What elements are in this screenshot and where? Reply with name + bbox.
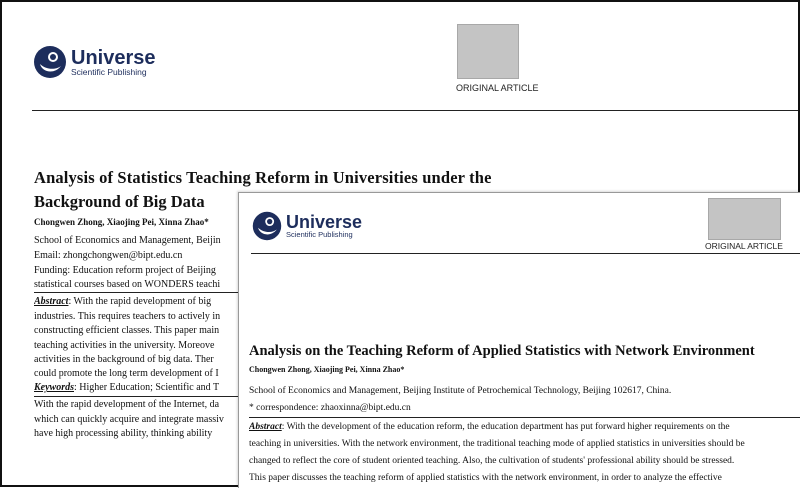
header-divider bbox=[32, 110, 798, 111]
body-line-1: With the rapid development of the Internet, da bbox=[34, 399, 220, 410]
funding-continued: statistical courses based on WONDERS teachi bbox=[34, 279, 221, 290]
abstract-line-3: constructing efficient classes. This paper main bbox=[34, 325, 220, 336]
abstract-line-1: Abstract: With the development of the education reform, the education department has put forward higher requirements on the bbox=[249, 422, 730, 432]
logo-subtitle: Scientific Publishing bbox=[71, 66, 147, 77]
authors: Chongwen Zhong, Xiaojing Pei, Xinna Zhao* bbox=[249, 365, 405, 374]
article-type-label: ORIGINAL ARTICLE bbox=[456, 83, 539, 93]
article-thumbnail bbox=[457, 24, 519, 79]
body-line-3: have high processing ability, thinking ability bbox=[34, 428, 213, 439]
abstract-top-rule bbox=[34, 292, 238, 293]
authors: Chongwen Zhong, Xiaojing Pei, Xinna Zhao* bbox=[34, 217, 209, 227]
abstract-line-4: teaching activities in the university. Moreove bbox=[34, 340, 215, 351]
globe-icon bbox=[251, 210, 283, 242]
logo-subtitle: Scientific Publishing bbox=[286, 230, 353, 240]
abstract-line-6: could promote the long term development of I bbox=[34, 368, 219, 379]
abstract-line-5: activities in the background of big data. Ther bbox=[34, 354, 214, 365]
correspondence: * correspondence: zhaoxinna@bipt.edu.cn bbox=[249, 403, 411, 413]
abstract-line-2: teaching in universities. With the network environment, the traditional teaching mode of applied statistics in universities should be bbox=[249, 439, 745, 449]
article-type-label: ORIGINAL ARTICLE bbox=[705, 241, 783, 251]
article-title-line-1: Analysis of Statistics Teaching Reform in Universities under the bbox=[34, 168, 492, 187]
funding: Funding: Education reform project of Beijing bbox=[34, 265, 216, 276]
abstract-line-2: industries. This requires teachers to actively in bbox=[34, 311, 221, 322]
abstract-label: Abstract bbox=[249, 422, 282, 432]
abstract-label: Abstract bbox=[34, 296, 69, 307]
logo-name: Universe bbox=[286, 212, 363, 233]
publisher-logo bbox=[32, 44, 156, 80]
keywords-label: Keywords bbox=[34, 382, 74, 393]
logo-name: Universe bbox=[71, 46, 156, 69]
article-thumbnail bbox=[708, 198, 781, 240]
affiliation: School of Economics and Management, Beijin bbox=[34, 235, 221, 246]
abstract-line-4: This paper discusses the teaching reform of applied statistics with the network environment, in order to analyze the effective bbox=[249, 473, 722, 483]
keywords: Keywords: Higher Education; Scientific and T bbox=[34, 382, 220, 393]
email: Email: zhongchongwen@bipt.edu.cn bbox=[34, 250, 183, 261]
keywords-bottom-rule bbox=[34, 396, 238, 397]
abstract-line-1: Abstract: With the rapid development of big bbox=[34, 296, 212, 307]
article-title: Analysis on the Teaching Reform of Applied Statistics with Network Environment bbox=[249, 343, 755, 359]
globe-icon bbox=[32, 44, 68, 80]
header-divider bbox=[251, 253, 800, 254]
abstract-line-3: changed to reflect the core of student oriented teaching. Also, the cultivation of students' professional ability should be stressed. bbox=[249, 456, 735, 466]
article-title-line-2: Background of Big Data bbox=[34, 192, 205, 211]
affiliation: School of Economics and Management, Beijing Institute of Petrochemical Technology, Beijing 102617, China. bbox=[249, 386, 672, 396]
abstract-top-rule bbox=[249, 417, 800, 418]
body-line-2: which can quickly acquire and integrate massiv bbox=[34, 414, 224, 425]
publisher-logo bbox=[251, 210, 362, 242]
article-page-applied-statistics bbox=[238, 192, 800, 488]
